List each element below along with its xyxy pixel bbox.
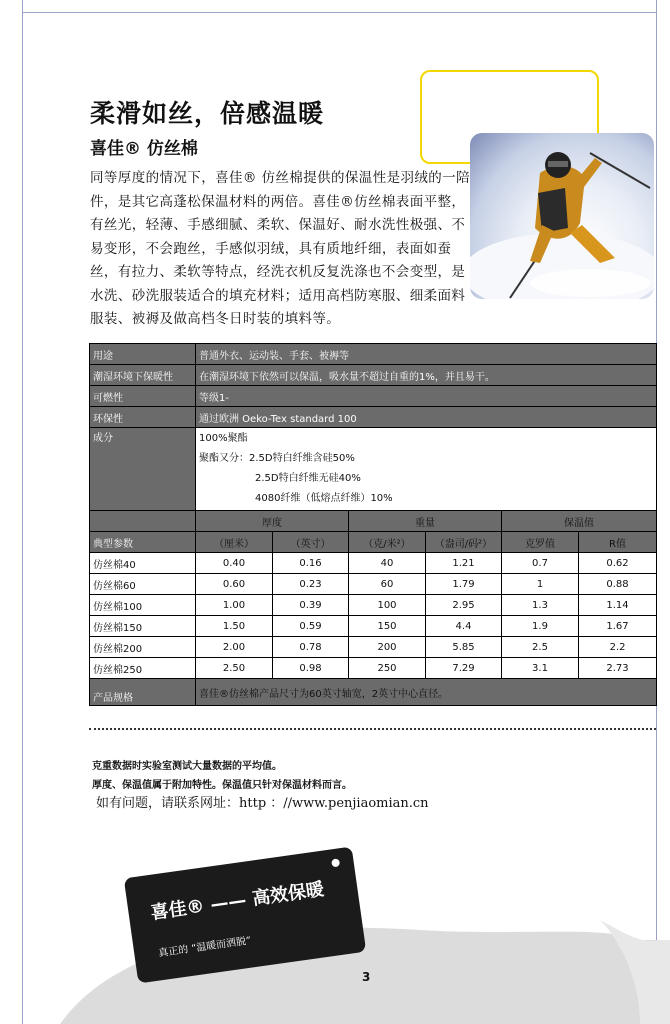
skier-photo: [470, 133, 654, 299]
cell: 3.1: [502, 658, 579, 679]
contact-line: 如有问题，请联系网址：http ：//www.penjiaomian.cn: [96, 796, 429, 811]
spec-table: [89, 343, 657, 706]
composition-line: 2.5D特白纤维无硅40%: [255, 473, 361, 484]
note-thickness: 厚度、保温值属于附加特性。保温值只针对保温材料而言。: [92, 780, 352, 791]
cell: 4.4: [426, 616, 502, 637]
page-border-left: [22, 0, 23, 1024]
cell: 0.60: [196, 574, 273, 595]
composition-line: 聚酯又分：2.5D特白纤维含硅50%: [199, 453, 355, 464]
table-row: [90, 637, 657, 658]
cell: 1.21: [426, 553, 502, 574]
tag-slogan-text: 高效保暖: [250, 878, 326, 910]
cell: 2.2: [579, 637, 657, 658]
product-description: 同等厚度的情况下，喜佳® 仿丝棉提供的保温性是羽绒的一陪件，是其它高蓬松保温材料的两倍。喜佳®仿丝棉表面平整，有丝光，轻薄、手感细腻、柔软、保温好、耐水洗性极强、不易变形，不会跑丝，手感似羽绒，具有质地纤细，表面如蚕丝，有拉力、柔软等特点，经洗衣机反复洗涤也不会变型，是水洗、砂洗服装适合的填充材料；适用高档防寒服、细柔面料服装、被褥及做高档冬日时装的填料等。: [90, 170, 470, 327]
spec-label: 潮湿环境下保暖性: [90, 365, 196, 386]
spec-value: 通过欧洲 Oeko-Tex standard 100: [196, 407, 657, 428]
cell: 7.29: [426, 658, 502, 679]
cell: 0.98: [273, 658, 349, 679]
page-number: 3: [362, 970, 371, 984]
tag-slogan: [149, 875, 325, 925]
cell: 0.7: [502, 553, 579, 574]
tag-brand: 喜佳®: [149, 895, 206, 924]
dotted-divider: [89, 728, 656, 732]
spec-label: 用途: [90, 344, 196, 365]
cell: 2.95: [426, 595, 502, 616]
cell: 0.23: [273, 574, 349, 595]
row-name: 仿丝棉60: [90, 574, 196, 595]
spec-value: 普通外衣、运动装、手套、被褥等: [196, 344, 657, 365]
spec-row-composition: [90, 428, 657, 511]
cell: 1.00: [196, 595, 273, 616]
group-header-weight: 重量: [349, 511, 502, 532]
cell: 0.39: [273, 595, 349, 616]
cell: 0.40: [196, 553, 273, 574]
spec-row-usage: [90, 344, 657, 365]
unit-header: （克/米²）: [349, 532, 426, 553]
composition-line: 4080纤维（低熔点纤维）10%: [255, 493, 393, 504]
unit-header-row: [90, 532, 657, 553]
cell: 1.50: [196, 616, 273, 637]
product-spec-row: [90, 679, 657, 706]
composition-line: 100%聚酯: [199, 433, 248, 444]
composition-label: 成分: [90, 428, 196, 511]
cell: 0.62: [579, 553, 657, 574]
table-row: [90, 553, 657, 574]
cell: 5.85: [426, 637, 502, 658]
cell: 1.9: [502, 616, 579, 637]
table-row: [90, 658, 657, 679]
spec-value: 在潮湿环境下依然可以保温，吸水量不超过自重的1%，并且易干。: [196, 365, 657, 386]
table-row: [90, 595, 657, 616]
skier-illustration: [470, 133, 654, 299]
row-name: 仿丝棉150: [90, 616, 196, 637]
group-header-row: [90, 511, 657, 532]
spec-row-humidity: [90, 365, 657, 386]
empty-header-cell: [90, 511, 196, 532]
row-name: 仿丝棉200: [90, 637, 196, 658]
group-header-insulation: 保温值: [502, 511, 657, 532]
cell: 60: [349, 574, 426, 595]
unit-header: （英寸）: [273, 532, 349, 553]
cell: 1.79: [426, 574, 502, 595]
spec-label: 环保性: [90, 407, 196, 428]
cell: 250: [349, 658, 426, 679]
spec-label: 可燃性: [90, 386, 196, 407]
cell: 2.50: [196, 658, 273, 679]
cell: 100: [349, 595, 426, 616]
row-name: 仿丝棉250: [90, 658, 196, 679]
group-header-thickness: 厚度: [196, 511, 349, 532]
cell: 2.00: [196, 637, 273, 658]
spec-row-eco: [90, 407, 657, 428]
cell: 0.59: [273, 616, 349, 637]
cell: 150: [349, 616, 426, 637]
cell: 1.67: [579, 616, 657, 637]
cell: 40: [349, 553, 426, 574]
table-row: [90, 616, 657, 637]
tag-hole: [331, 858, 340, 867]
row-name: 仿丝棉40: [90, 553, 196, 574]
cell: 0.78: [273, 637, 349, 658]
cell: 0.88: [579, 574, 657, 595]
note-weight: 克重数据时实验室测试大量数据的平均值。: [92, 761, 282, 772]
product-spec-label: 产品规格: [90, 679, 196, 706]
spec-row-flammability: [90, 386, 657, 407]
page-border-top: [22, 12, 657, 13]
unit-header: 克罗值: [502, 532, 579, 553]
product-spec-value: 喜佳®仿丝棉产品尺寸为60英寸轴宽，2英寸中心直径。: [196, 679, 657, 706]
composition-value: [196, 428, 657, 511]
unit-header: （厘米）: [196, 532, 273, 553]
row-name: 仿丝棉100: [90, 595, 196, 616]
cell: 2.5: [502, 637, 579, 658]
cell: 200: [349, 637, 426, 658]
table-row: [90, 574, 657, 595]
cell: 1: [502, 574, 579, 595]
tag-dash: ——: [209, 888, 254, 916]
spec-value: 等级1-: [196, 386, 657, 407]
unit-header: R值: [579, 532, 657, 553]
cell: 1.3: [502, 595, 579, 616]
param-label: 典型参数: [90, 532, 196, 553]
tag-tagline: 真正的 “温暖而洒脱”: [157, 935, 252, 960]
cell: 1.14: [579, 595, 657, 616]
cell: 0.16: [273, 553, 349, 574]
cell: 2.73: [579, 658, 657, 679]
page-title: 柔滑如丝，倍感温暖: [90, 99, 325, 128]
product-subtitle: 喜佳® 仿丝棉: [90, 139, 198, 159]
unit-header: （盎司/码²）: [426, 532, 502, 553]
